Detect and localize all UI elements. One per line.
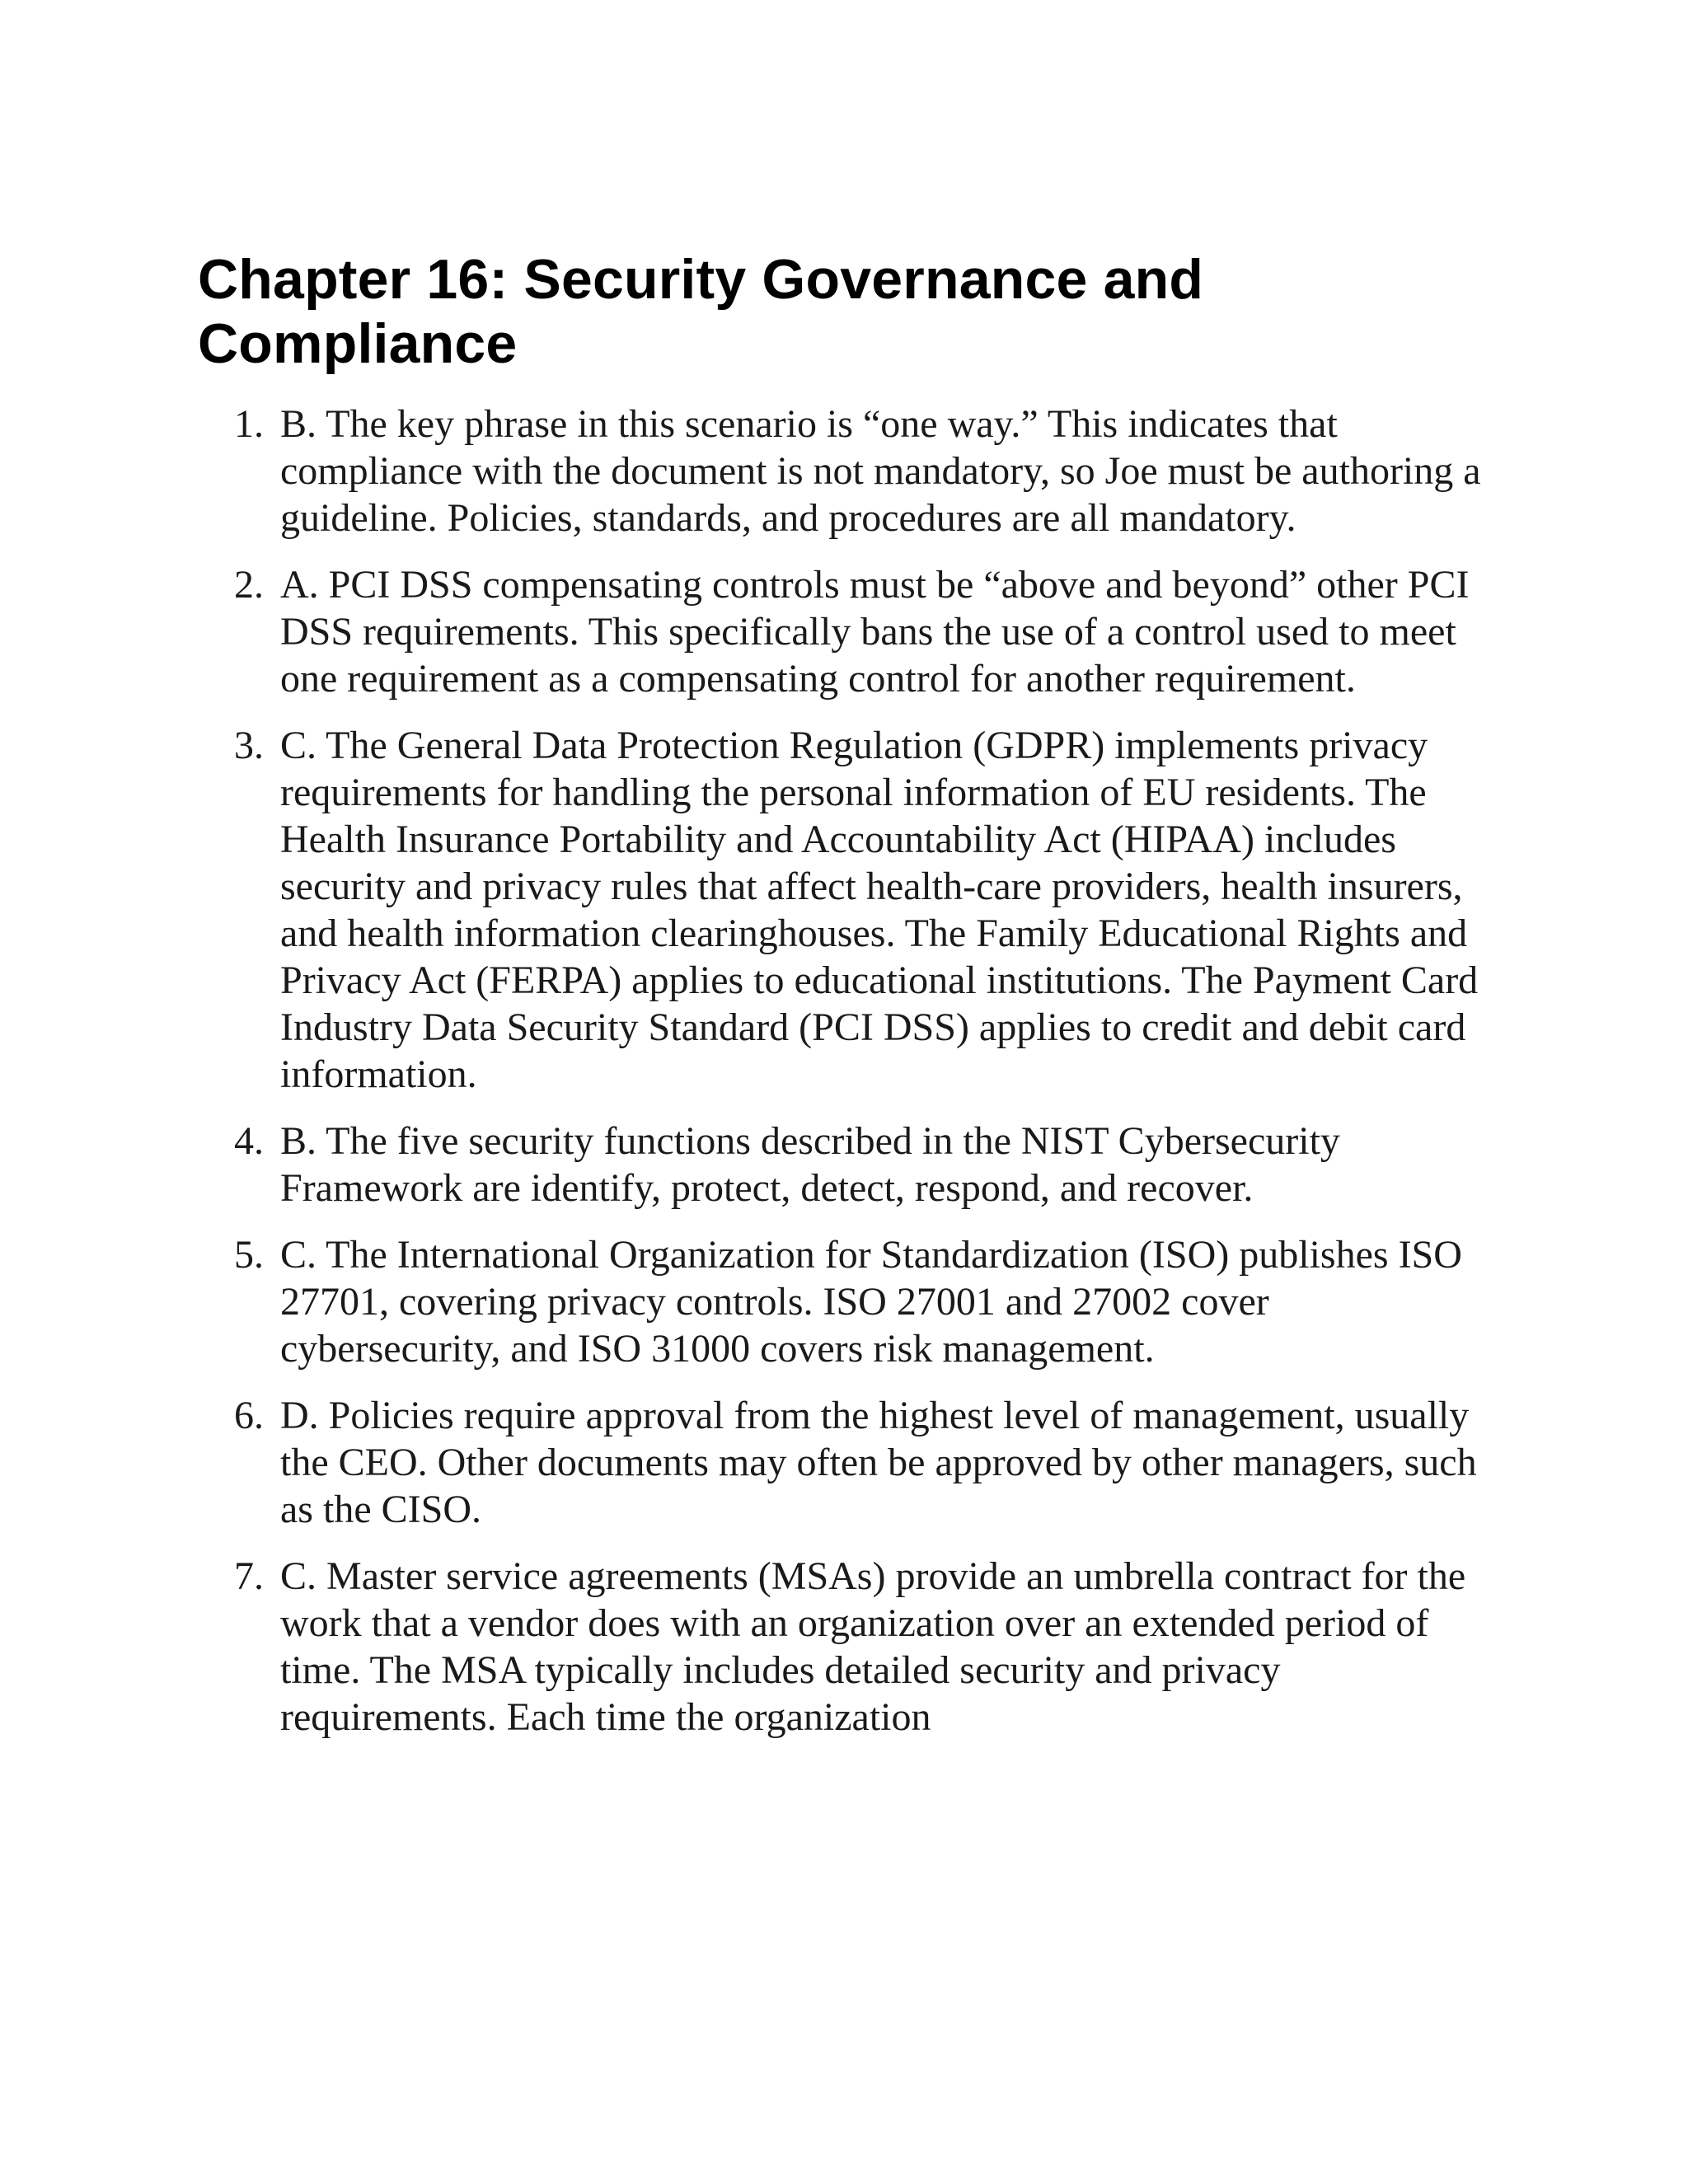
answer-number: 2.: [234, 563, 264, 607]
page-content: [198, 247, 1484, 1760]
answer-item: [198, 1118, 1484, 1212]
answer-number: 1.: [234, 402, 264, 446]
answer-list: [198, 401, 1484, 1741]
answer-text: B. The five security functions described in the NIST Cybersecurity Framework are identify, protect, detect, respond, and recover.: [280, 1119, 1340, 1210]
answer-text: A. PCI DSS compensating controls must be “above and beyond” other PCI DSS requirements. This specifically bans the use of a control used to meet one requirement as a compensating control for another requirement.: [280, 563, 1470, 701]
answer-item: [198, 401, 1484, 541]
answer-text: B. The key phrase in this scenario is “one way.” This indicates that compliance with the document is not mandatory, so Joe must be authoring a guideline. Policies, standards, and procedures are all mandatory.: [280, 402, 1481, 540]
answer-item: [198, 1231, 1484, 1372]
answer-text: D. Policies require approval from the highest level of management, usually the CEO. Other documents may often be approved by other managers, such as the CISO.: [280, 1394, 1477, 1531]
answer-number: 6.: [234, 1394, 264, 1437]
answer-number: 7.: [234, 1554, 264, 1598]
answer-item: [198, 1392, 1484, 1533]
answer-item: [198, 1553, 1484, 1741]
answer-item: [198, 561, 1484, 702]
answer-number: 3.: [234, 724, 264, 767]
chapter-title: Chapter 16: Security Governance and Compliance: [198, 248, 1204, 375]
answer-text: C. Master service agreements (MSAs) provide an umbrella contract for the work that a vendor does with an organization over an extended period of time. The MSA typically includes detailed security and privacy requirements. Each time the organization: [280, 1554, 1466, 1739]
answer-text: C. The General Data Protection Regulation (GDPR) implements privacy requirements for handling the personal information of EU residents. The Health Insurance Portability and Accountability Act (HIPAA) includes security and privacy rules that affect health-care providers, health insurers, and health information clearinghouses. The Family Educational Rights and Privacy Act (FERPA) applies to educational institutions. The Payment Card Industry Data Security Standard (PCI DSS) applies to credit and debit card information.: [280, 724, 1479, 1096]
answer-number: 4.: [234, 1119, 264, 1163]
answer-item: [198, 722, 1484, 1098]
answer-number: 5.: [234, 1233, 264, 1277]
answer-text: C. The International Organization for Standardization (ISO) publishes ISO 27701, covering privacy controls. ISO 27001 and 27002 cover cybersecurity, and ISO 31000 covers risk management.: [280, 1233, 1462, 1371]
